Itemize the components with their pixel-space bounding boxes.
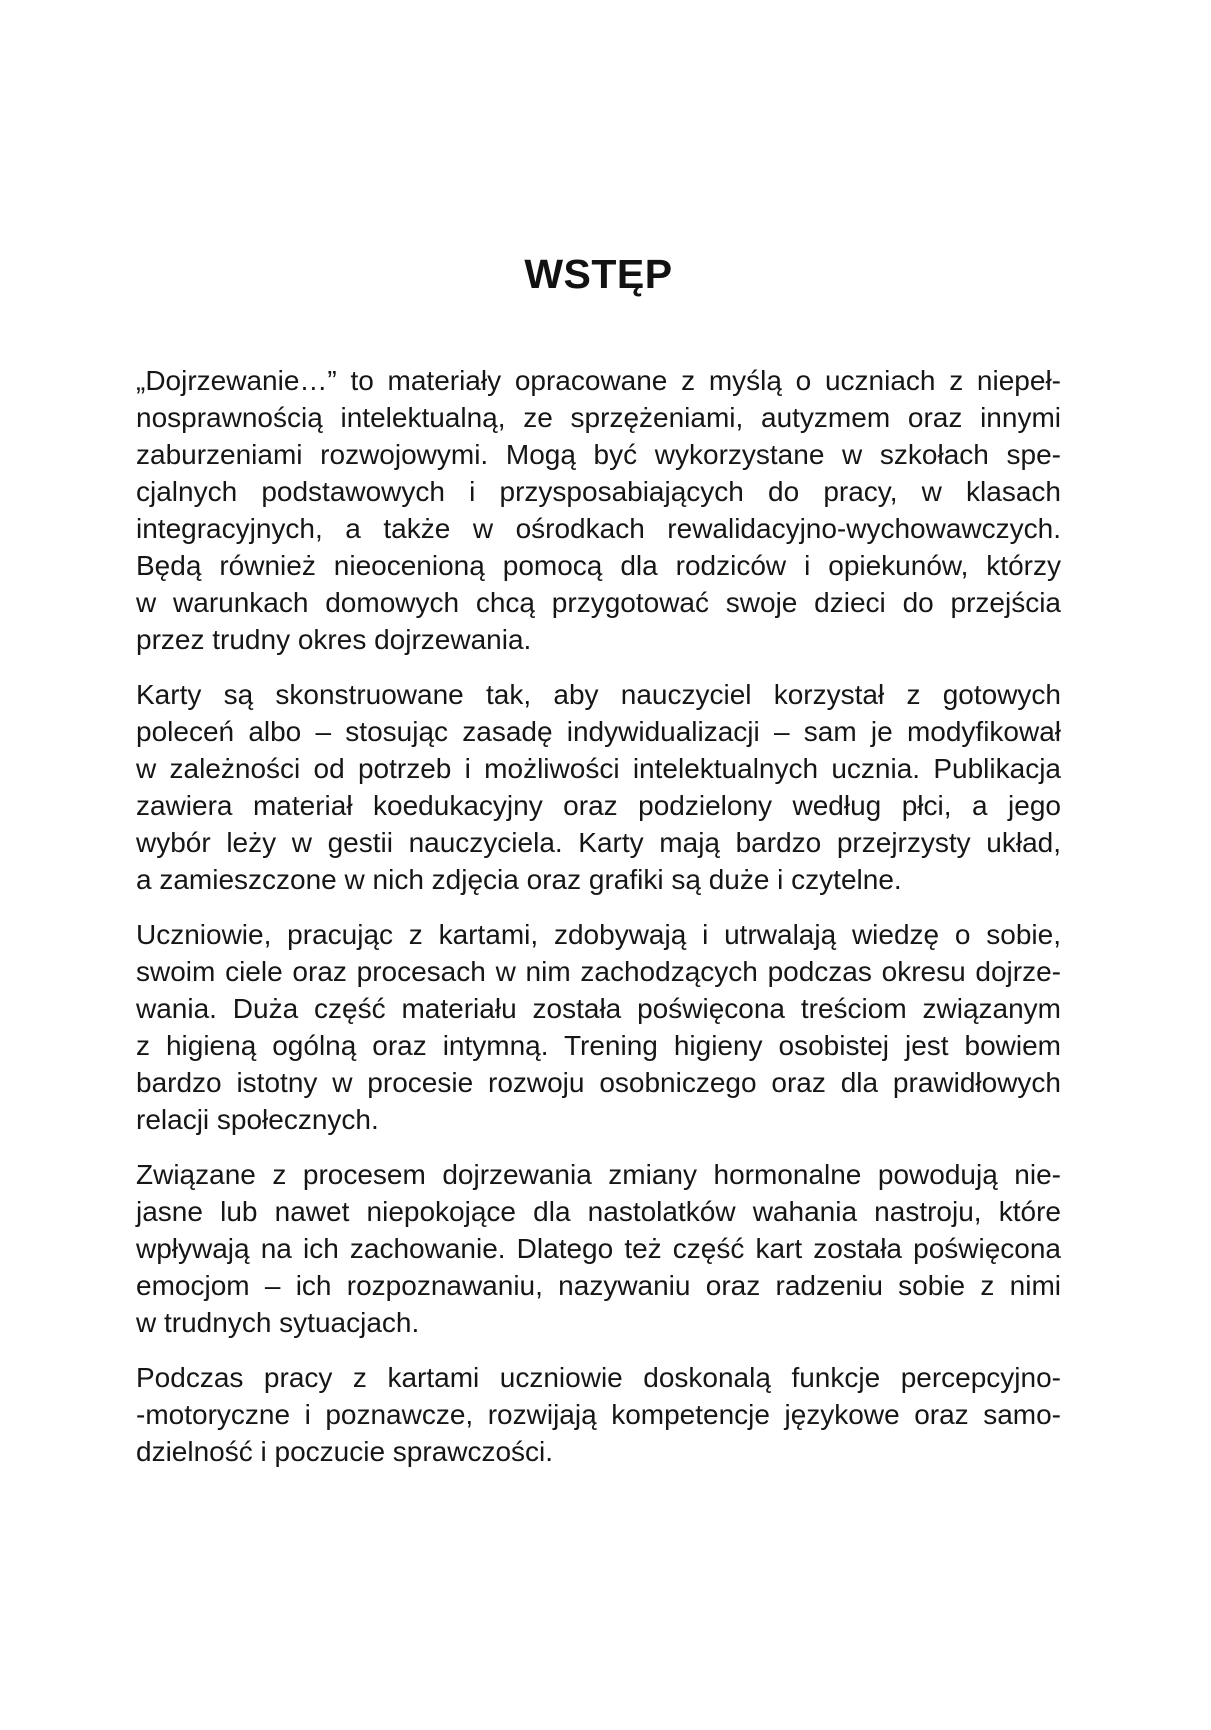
text-line: emocjom – ich rozpoznawaniu, nazywaniu oraz radzeniu sobie z nimi — [136, 1270, 1061, 1301]
paragraph — [136, 1156, 1061, 1341]
text-line: wybór leży w gestii nauczyciela. Karty mają bardzo przejrzysty układ, — [136, 827, 1061, 858]
text-line: swoim ciele oraz procesach w nim zachodzących podczas okresu dojrze- — [136, 956, 1061, 987]
text-line: integracyjnych, a także w ośrodkach rewalidacyjno-wychowawczych. — [136, 513, 1061, 544]
text-line: zawiera materiał koedukacyjny oraz podzielony według płci, a jego — [136, 790, 1061, 821]
text-line: Uczniowie, pracując z kartami, zdobywają i utrwalają wiedzę o sobie, — [136, 919, 1061, 950]
text-line: -motoryczne i poznawcze, rozwijają kompetencje językowe oraz samo- — [136, 1399, 1061, 1430]
body-text — [136, 362, 1061, 1470]
text-line: z higieną ogólną oraz intymną. Trening higieny osobistej jest bowiem — [136, 1030, 1061, 1061]
text-line: Podczas pracy z kartami uczniowie doskonalą funkcje percepcyjno- — [136, 1362, 1061, 1393]
paragraph — [136, 362, 1061, 658]
text-line: nosprawnością intelektualną, ze sprzężeniami, autyzmem oraz innymi — [136, 402, 1061, 433]
paragraph — [136, 916, 1061, 1138]
text-line: bardzo istotny w procesie rozwoju osobniczego oraz dla prawidłowych — [136, 1067, 1061, 1098]
text-line: a zamieszczone w nich zdjęcia oraz grafiki są duże i czytelne. — [136, 864, 902, 895]
text-line: „Dojrzewanie…” to materiały opracowane z myślą o uczniach z niepeł- — [136, 365, 1061, 396]
text-line: w zależności od potrzeb i możliwości intelektualnych ucznia. Publikacja — [136, 753, 1061, 784]
text-line: poleceń albo – stosując zasadę indywidualizacji – sam je modyfikował — [136, 716, 1061, 747]
text-line: Karty są skonstruowane tak, aby nauczyciel korzystał z gotowych — [136, 679, 1061, 710]
text-line: przez trudny okres dojrzewania. — [136, 624, 532, 655]
text-line: dzielność i poczucie sprawczości. — [136, 1436, 554, 1467]
text-line: w warunkach domowych chcą przygotować swoje dzieci do przejścia — [136, 587, 1061, 618]
text-line: Związane z procesem dojrzewania zmiany hormonalne powodują nie- — [136, 1159, 1061, 1190]
text-line: cjalnych podstawowych i przysposabiających do pracy, w klasach — [136, 476, 1061, 507]
text-line: Będą również nieocenioną pomocą dla rodziców i opiekunów, którzy — [136, 550, 1061, 581]
text-line: jasne lub nawet niepokojące dla nastolatków wahania nastroju, które — [136, 1196, 1061, 1227]
text-line: w trudnych sytuacjach. — [136, 1307, 420, 1338]
text-block — [136, 252, 1061, 1488]
text-line: wania. Duża część materiału została poświęcona treściom związanym — [136, 993, 1061, 1024]
paragraph — [136, 1359, 1061, 1470]
paragraph — [136, 676, 1061, 898]
text-line: wpływają na ich zachowanie. Dlatego też część kart została poświęcona — [136, 1233, 1061, 1264]
text-line: zaburzeniami rozwojowymi. Mogą być wykorzystane w szkołach spe- — [136, 439, 1061, 470]
page-title: WSTĘP — [524, 251, 673, 297]
text-line: relacji społecznych. — [136, 1104, 379, 1135]
